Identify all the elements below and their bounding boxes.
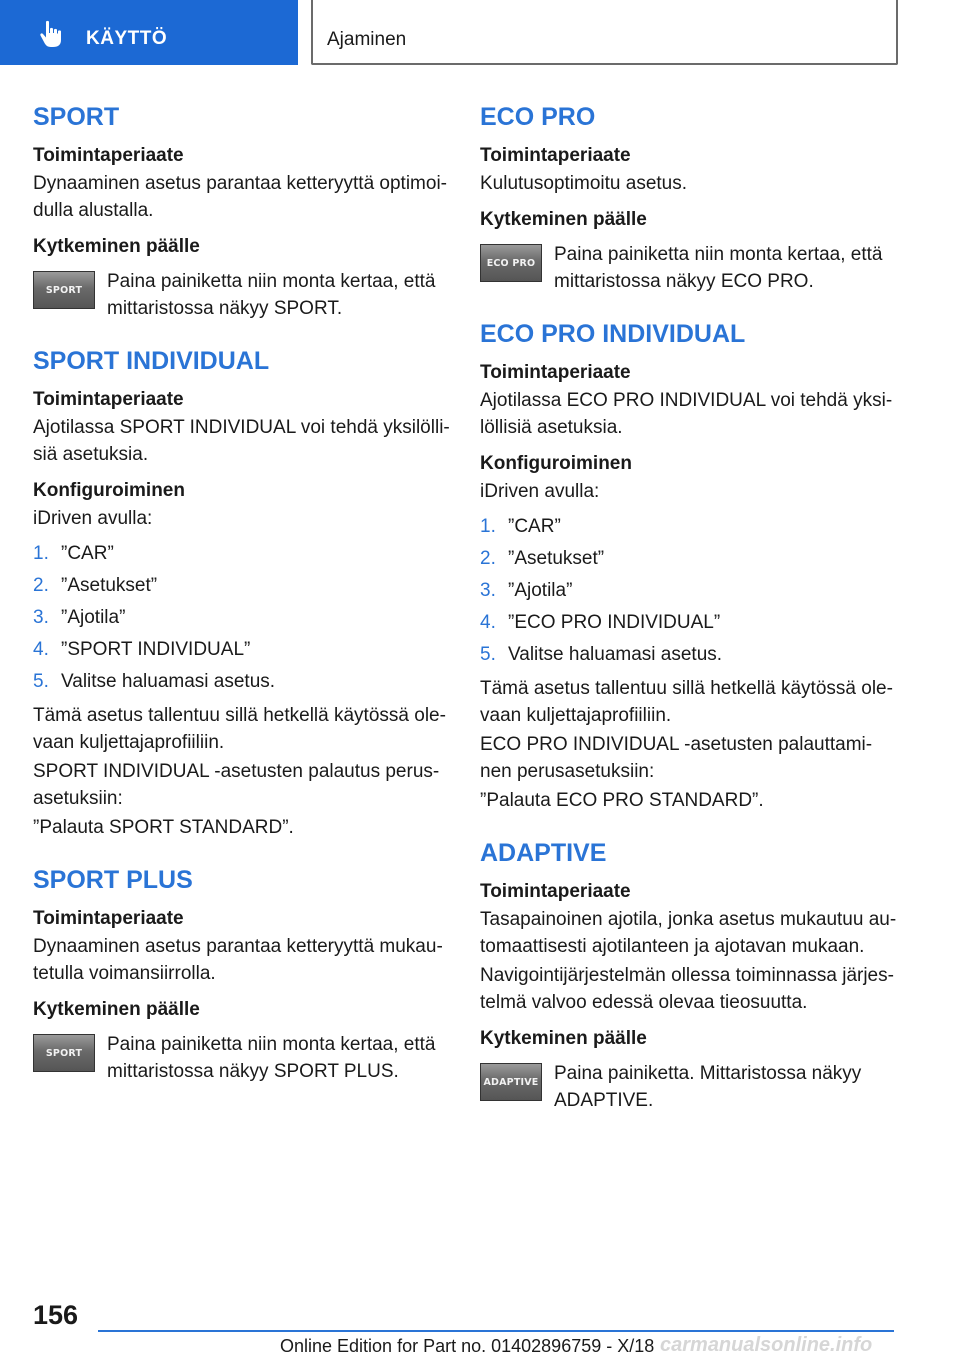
- step-text: ”Ajotila”: [508, 580, 573, 601]
- subheading-config: Konfiguroiminen: [480, 453, 632, 474]
- paragraph: Tämä asetus tallentuu sillä hetkellä käytössä ole-vaan kuljettajaprofiiliin.: [33, 705, 446, 753]
- step-number: 5.: [33, 671, 49, 692]
- step-text: ”ECO PRO INDIVIDUAL”: [508, 612, 721, 633]
- heading-eco-pro-individual: ECO PRO INDIVIDUAL: [480, 320, 746, 348]
- subheading-principle: Toimintaperiaate: [480, 881, 631, 902]
- sport-button-image: [33, 271, 95, 309]
- heading-sport: SPORT: [33, 103, 120, 131]
- adaptive-button-image: [480, 1063, 542, 1101]
- paragraph: Tasapainoinen ajotila, jonka asetus mukautuu au-tomaattisesti ajotilanteen ja ajotavan mukaan.: [480, 909, 897, 957]
- subheading-principle: Toimintaperiaate: [33, 389, 184, 410]
- footer-divider: [98, 1330, 894, 1332]
- heading-sport-individual: SPORT INDIVIDUAL: [33, 347, 270, 375]
- paragraph: iDriven avulla:: [480, 481, 600, 502]
- step-text: ”SPORT INDIVIDUAL”: [61, 639, 251, 660]
- paragraph: ”Palauta SPORT STANDARD”.: [33, 817, 294, 838]
- paragraph: Dynaaminen asetus parantaa ketteryyttä optimoi-dulla alustalla.: [33, 173, 447, 221]
- steps-list: [480, 511, 900, 671]
- step-number: 3.: [480, 580, 496, 601]
- step-text: ”Ajotila”: [61, 607, 126, 628]
- eco-pro-button-image: [480, 244, 542, 282]
- step-text: ”CAR”: [508, 516, 561, 537]
- step-number: 1.: [33, 543, 49, 564]
- step-number: 4.: [33, 639, 49, 660]
- list-item: [33, 666, 453, 698]
- step-number: 4.: [480, 612, 496, 633]
- paragraph: Paina painiketta niin monta kertaa, että mittaristossa näkyy SPORT.: [107, 271, 436, 319]
- step-text: Valitse haluamasi asetus.: [61, 671, 276, 692]
- paragraph: Ajotilassa ECO PRO INDIVIDUAL voi tehdä yksi-löllisiä asetuksia.: [480, 390, 893, 438]
- button-image-label: SPORT: [45, 1047, 83, 1059]
- step-number: 3.: [33, 607, 49, 628]
- subheading-principle: Toimintaperiaate: [480, 145, 631, 166]
- subheading-activate: Kytkeminen päälle: [480, 209, 647, 230]
- watermark: carmanualsonline.info: [660, 1334, 873, 1356]
- step-number: 1.: [480, 516, 496, 537]
- sport-button-image: [33, 1034, 95, 1072]
- step-text: ”Asetukset”: [508, 548, 605, 569]
- paragraph: ECO PRO INDIVIDUAL -asetusten palauttami-nen perusasetuksiin:: [480, 734, 873, 782]
- subheading-activate: Kytkeminen päälle: [33, 999, 200, 1020]
- subheading-activate: Kytkeminen päälle: [480, 1028, 647, 1049]
- step-number: 2.: [480, 548, 496, 569]
- button-image-label: ECO PRO: [486, 257, 536, 269]
- header-chapter-tab: [0, 0, 298, 65]
- paragraph: ”Palauta ECO PRO STANDARD”.: [480, 790, 764, 811]
- section-title: Ajaminen: [327, 29, 407, 50]
- paragraph: Tämä asetus tallentuu sillä hetkellä käytössä ole-vaan kuljettajaprofiiliin.: [480, 678, 893, 726]
- step-number: 2.: [33, 575, 49, 596]
- paragraph: iDriven avulla:: [33, 508, 153, 529]
- list-item: [33, 634, 453, 666]
- step-number: 5.: [480, 644, 496, 665]
- list-item: [480, 639, 900, 671]
- heading-sport-plus: SPORT PLUS: [33, 866, 193, 894]
- button-image-label: ADAPTIVE: [483, 1076, 539, 1088]
- button-instruction: [480, 241, 900, 295]
- paragraph: Paina painiketta. Mittaristossa näkyy ADAPTIVE.: [554, 1063, 862, 1111]
- hand-pointer-icon: [38, 20, 68, 48]
- list-item: [480, 511, 900, 543]
- button-instruction: [33, 1031, 453, 1085]
- step-text: ”CAR”: [61, 543, 114, 564]
- button-instruction: [480, 1060, 900, 1114]
- paragraph: Dynaaminen asetus parantaa ketteryyttä mukau-tetulla voimansiirrolla.: [33, 936, 443, 984]
- header-section-box: [311, 0, 898, 65]
- heading-adaptive: ADAPTIVE: [480, 839, 607, 867]
- steps-list: [33, 538, 453, 698]
- paragraph: Ajotilassa SPORT INDIVIDUAL voi tehdä yksilölli-siä asetuksia.: [33, 417, 450, 465]
- chapter-label: KÄYTTÖ: [86, 28, 168, 49]
- paragraph: Paina painiketta niin monta kertaa, että mittaristossa näkyy SPORT PLUS.: [107, 1034, 436, 1082]
- step-text: ”Asetukset”: [61, 575, 158, 596]
- paragraph: SPORT INDIVIDUAL -asetusten palautus perus-asetuksiin:: [33, 761, 440, 809]
- list-item: [33, 602, 453, 634]
- heading-eco-pro: ECO PRO: [480, 103, 596, 131]
- subheading-config: Konfiguroiminen: [33, 480, 185, 501]
- button-instruction: [33, 268, 453, 322]
- left-column: [33, 100, 453, 1085]
- paragraph: Kulutusoptimoitu asetus.: [480, 173, 688, 194]
- step-text: Valitse haluamasi asetus.: [508, 644, 723, 665]
- page-number: 156: [33, 1300, 79, 1330]
- list-item: [33, 538, 453, 570]
- subheading-activate: Kytkeminen päälle: [33, 236, 200, 257]
- paragraph: Navigointijärjestelmän ollessa toiminnassa järjes-telmä valvoo edessä olevaa tieosuutta.: [480, 965, 894, 1013]
- list-item: [480, 543, 900, 575]
- subheading-principle: Toimintaperiaate: [33, 145, 184, 166]
- list-item: [480, 607, 900, 639]
- button-image-label: SPORT: [45, 284, 83, 296]
- subheading-principle: Toimintaperiaate: [480, 362, 631, 383]
- list-item: [480, 575, 900, 607]
- edition-text: Online Edition for Part no. 01402896759 - X/18: [280, 1336, 655, 1356]
- list-item: [33, 570, 453, 602]
- paragraph: Paina painiketta niin monta kertaa, että mittaristossa näkyy ECO PRO.: [554, 244, 883, 292]
- right-column: [480, 100, 900, 1114]
- subheading-principle: Toimintaperiaate: [33, 908, 184, 929]
